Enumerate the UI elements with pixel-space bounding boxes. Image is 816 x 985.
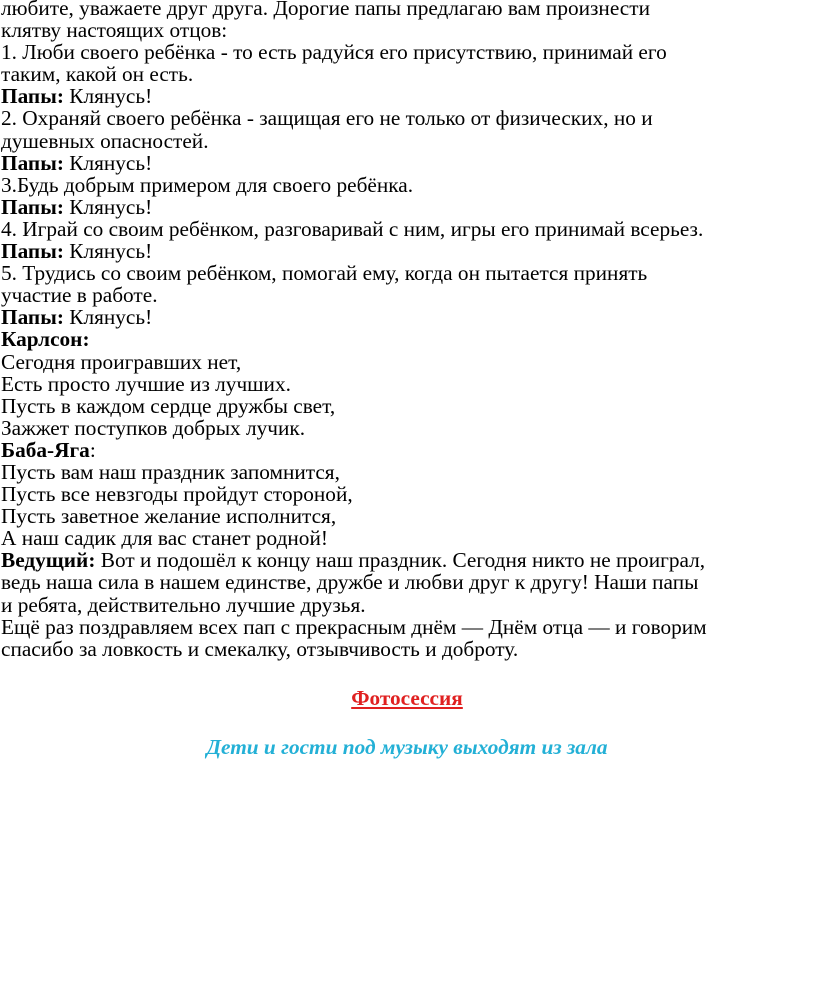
speaker-label: Папы: (1, 84, 64, 109)
intro-line-1: любите, уважаете друг друга. Дорогие папы предлагаю вам произнести (1, 0, 650, 20)
baba-yaga-verse-line: Пусть заветное желание исполнится, (1, 504, 337, 529)
oath-1-line-2: таким, какой он есть. (1, 62, 194, 87)
oath-2-line-1: 2. Охраняй своего ребёнка - защищая его не только от физических, но и (1, 106, 653, 131)
speaker-label: Папы: (1, 194, 64, 219)
photo-session-line (1, 685, 813, 712)
carlson-speaker: Карлсон: (1, 327, 90, 352)
intro-line-2: клятву настоящих отцов: (1, 18, 228, 43)
response-text: Клянусь! (63, 305, 153, 330)
colon: : (89, 437, 96, 462)
baba-yaga-speaker: Баба-Яга (1, 437, 90, 462)
oath-4-line-1: 4. Играй со своим ребёнком, разговаривай с ним, игры его принимай всерьез. (1, 216, 704, 241)
response-text: Клянусь! (63, 150, 153, 175)
oath-5-line-1: 5. Трудись со своим ребёнком, помогай ему, когда он пытается принять (1, 261, 648, 286)
oath-5-line-2: участие в работе. (1, 283, 158, 308)
carlson-verse-line: Пусть в каждом сердце дружбы свет, (1, 393, 336, 418)
baba-yaga-verse-line: Пусть все невзгоды пройдут стороной, (1, 482, 353, 507)
baba-yaga-verse-line: Пусть вам наш праздник запомнится, (1, 459, 340, 484)
host-line: и ребята, действительно лучшие друзья. (1, 592, 366, 617)
host-line: ведь наша сила в нашем единстве, дружбе и любви друг к другу! Наши папы (1, 570, 699, 595)
host-text: Вот и подошёл к концу наш праздник. Сегодня никто не проиграл, (95, 548, 706, 573)
speaker-label: Папы: (1, 305, 64, 330)
speaker-label: Папы: (1, 239, 64, 264)
oath-3-line-1: 3.Будь добрым примером для своего ребёнка. (1, 172, 414, 197)
host-line: спасибо за ловкость и смекалку, отзывчивость и доброту. (1, 636, 519, 661)
carlson-verse-line: Есть просто лучшие из лучших. (1, 371, 291, 396)
photo-session-heading: Фотосессия (351, 685, 463, 710)
document-page (1, 0, 813, 761)
baba-yaga-verse-line: А наш садик для вас станет родной! (1, 526, 328, 551)
oath-2-line-2: душевных опасностей. (1, 128, 209, 153)
oath-1-line-1: 1. Люби своего ребёнка - то есть радуйся его присутствию, принимай его (1, 40, 667, 65)
host-speaker: Ведущий: (1, 548, 96, 573)
carlson-verse-line: Зажжет поступков добрых лучик. (1, 415, 306, 440)
response-text: Клянусь! (63, 239, 153, 264)
response-text: Клянусь! (63, 194, 153, 219)
speaker-label: Папы: (1, 150, 64, 175)
carlson-verse-line: Сегодня проигравших нет, (1, 349, 242, 374)
exit-note-line (1, 734, 813, 761)
host-line: Ещё раз поздравляем всех пап с прекрасным днём — Днём отца — и говорим (1, 614, 707, 639)
response-text: Клянусь! (63, 84, 153, 109)
exit-note: Дети и гости под музыку выходят из зала (206, 735, 608, 760)
